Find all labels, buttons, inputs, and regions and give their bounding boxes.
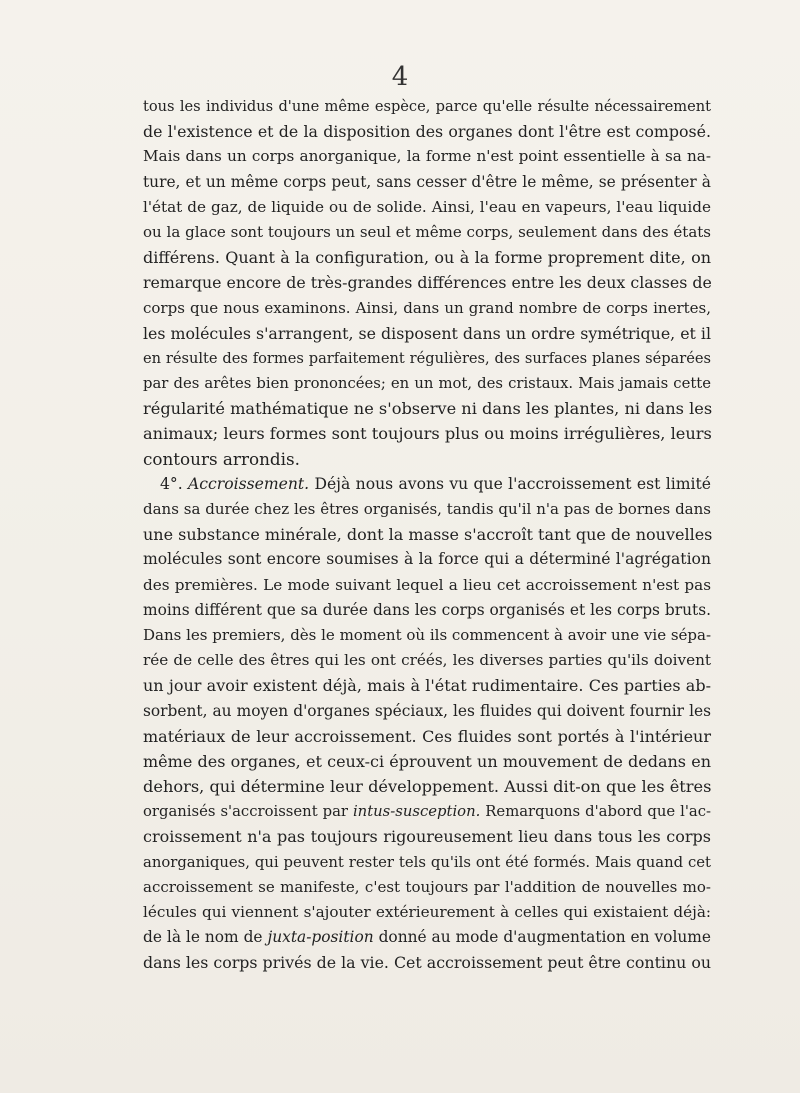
page-number: 4 bbox=[391, 62, 409, 92]
text-line: une substance minérale, dont la masse s'accroît tant que de nouvelles bbox=[143, 525, 713, 545]
italic-term: juxta-position bbox=[267, 928, 374, 947]
text-line: même des organes, et ceux-ci éprouvent un mouvement de dedans en bbox=[143, 751, 711, 771]
text-line bbox=[143, 799, 711, 824]
text-line: croissement n'a pas toujours rigoureusement lieu dans tous les corps bbox=[143, 827, 711, 847]
body-text bbox=[143, 94, 711, 976]
text-line: rée de celle des êtres qui les ont créés, les diverses parties qu'ils doivent bbox=[143, 651, 711, 670]
text-line: sorbent, au moyen d'organes spéciaux, les fluides qui doivent fournir les bbox=[143, 701, 711, 720]
text-line: matériaux de leur accroissement. Ces fluides sont portés à l'intérieur bbox=[143, 726, 711, 746]
text-line: contours arrondis. bbox=[143, 448, 300, 469]
text-line: moins différent que sa durée dans les corps organisés et les corps bruts. bbox=[143, 600, 711, 619]
text-line: Mais dans un corps anorganique, la forme n'est point essentielle à sa na- bbox=[143, 147, 711, 166]
text-line: anorganiques, qui peuvent rester tels qu'ils ont été formés. Mais quand cet bbox=[143, 853, 711, 871]
section-number: 4°. bbox=[160, 474, 183, 493]
text-line: Dans les premiers, dès le moment où ils commencent à avoir une vie sépa- bbox=[143, 625, 712, 644]
text-line: corps que nous examinons. Ainsi, dans un grand nombre de corps inertes, bbox=[143, 298, 711, 317]
section-heading-line bbox=[143, 472, 711, 497]
text-line: un jour avoir existent déjà, mais à l'état rudimentaire. Ces parties ab- bbox=[143, 676, 711, 696]
text-line: lécules qui viennent s'ajouter extérieurement à celles qui existaient déjà: bbox=[143, 903, 711, 921]
italic-term: intus-susception. bbox=[352, 803, 481, 821]
text-line: dans les corps privés de la vie. Cet accroissement peut être continu ou bbox=[143, 953, 712, 973]
text-segment: donné au mode d'augmentation en volume bbox=[373, 928, 711, 947]
text-line: les molécules s'arrangent, se disposent dans un ordre symétrique, et il bbox=[143, 323, 712, 343]
section-title: Accroissement. bbox=[188, 474, 310, 493]
text-line: de l'existence et de la disposition des organes dont l'être est composé. bbox=[143, 122, 711, 142]
text-line: ture, et un même corps peut, sans cesser d'être le même, se présenter à bbox=[143, 172, 711, 191]
text-line: ou la glace sont toujours un seul et même corps, seulement dans des états bbox=[143, 222, 711, 241]
text-line: des premières. Le mode suivant lequel a lieu cet accroissement n'est pas bbox=[143, 575, 711, 594]
text-line: dehors, qui détermine leur développement. Aussi dit-on que les êtres bbox=[143, 777, 712, 797]
text-line: molécules sont encore soumises à la force qui a déterminé l'agrégation bbox=[143, 550, 711, 569]
text-line: différens. Quant à la configuration, ou à la forme proprement dite, on bbox=[143, 248, 711, 268]
text-line: régularité mathématique ne s'observe ni dans les plantes, ni dans les bbox=[143, 399, 713, 419]
text-line: l'état de gaz, de liquide ou de solide. Ainsi, l'eau en vapeurs, l'eau liquide bbox=[143, 197, 711, 216]
text-segment: Remarquons d'abord que l'ac- bbox=[480, 803, 711, 821]
text-segment: Déjà nous avons vu que l'accroissement est limité bbox=[309, 474, 711, 493]
text-line: en résulte des formes parfaitement régulières, des surfaces planes séparées bbox=[143, 349, 711, 367]
text-line: animaux; leurs formes sont toujours plus ou moins irrégulières, leurs bbox=[143, 424, 712, 444]
text-line: accroissement se manifeste, c'est toujours par l'addition de nouvelles mo- bbox=[143, 877, 711, 896]
text-line: dans sa durée chez les êtres organisés, tandis qu'il n'a pas de bornes dans bbox=[143, 500, 711, 518]
text-line bbox=[143, 925, 711, 950]
text-line: remarque encore de très-grandes différences entre les deux classes de bbox=[143, 273, 712, 293]
text-segment: organisés s'accroissent par bbox=[143, 803, 353, 821]
text-segment: de là le nom de bbox=[143, 928, 268, 947]
text-line: par des arêtes bien prononcées; en un mot, des cristaux. Mais jamais cette bbox=[143, 375, 711, 393]
text-line: tous les individus d'une même espèce, parce qu'elle résulte nécessairement bbox=[143, 98, 711, 115]
